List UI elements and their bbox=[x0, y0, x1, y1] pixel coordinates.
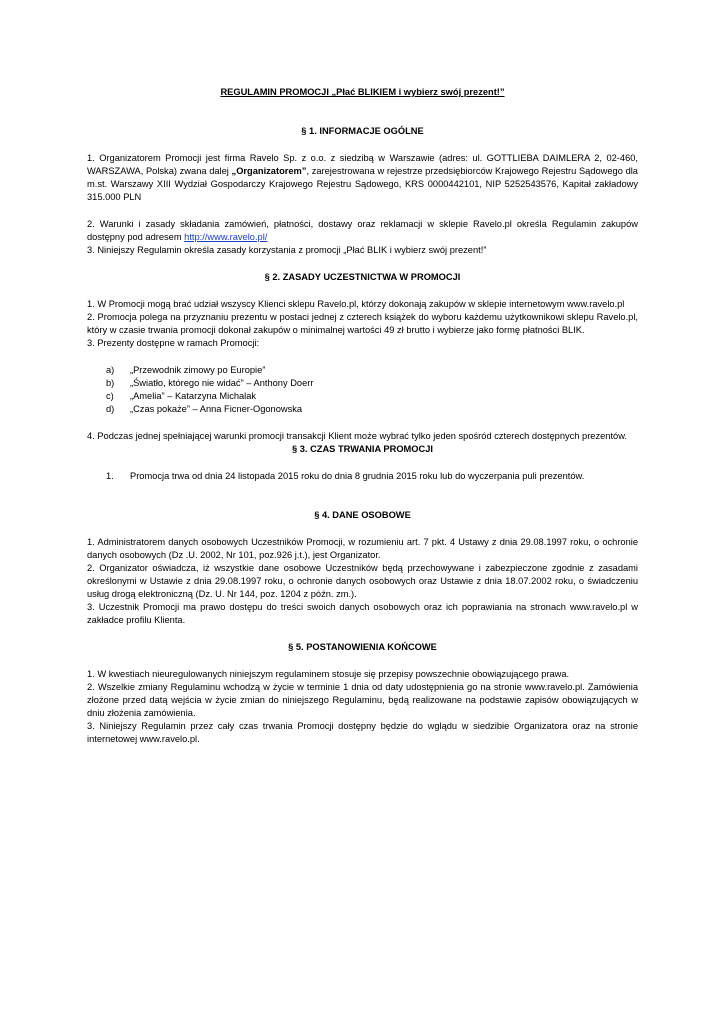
section-5-paragraph-2: 2. Wszelkie zmiany Regulaminu wchodzą w życie w terminie 1 dnia od daty udostępnienia go na stronie www.ravelo.pl. Zamówienia złożone przed datą wejścia w życie zmian do niniejszego Regulaminu, będą realizowane na podstawie zapisów obowiązujących w dniu złożenia zamówienia. bbox=[87, 682, 638, 718]
gift-item-text: „Czas pokaże” – Anna Ficner-Ogonowska bbox=[130, 404, 303, 414]
section-1-paragraph-1 bbox=[87, 152, 638, 204]
section-4-paragraph-1: 1. Administratorem danych osobowych Uczestników Promocji, w rozumieniu art. 7 pkt. 4 Ustawy z dnia 29.08.1997 roku, o ochronie danych osobowych (Dz .U. 2002, Nr 101, poz.926 j.t.), jest Organizator. bbox=[87, 537, 638, 560]
section-3-heading: § 3. CZAS TRWANIA PROMOCJI bbox=[291, 444, 434, 454]
section-4-heading: § 4. DANE OSOBOWE bbox=[314, 510, 411, 520]
section-3-item bbox=[87, 470, 638, 483]
gift-item-text: „Światło, którego nie widać” – Anthony Doerr bbox=[130, 378, 314, 388]
section-1-p1-bold: „Organizatorem” bbox=[231, 166, 307, 176]
section-2-heading: § 2. ZASADY UCZESTNICTWA W PROMOCJI bbox=[264, 272, 461, 282]
gift-list-item bbox=[87, 403, 638, 416]
gift-list-item bbox=[87, 377, 638, 390]
gift-list bbox=[87, 364, 638, 416]
gift-item-mark: d) bbox=[106, 404, 115, 414]
section-4-paragraph-3: 3. Uczestnik Promocji ma prawo dostępu do treści swoich danych osobowych oraz ich poprawiania na stronach www.ravelo.pl w zakładce profilu Klienta. bbox=[87, 602, 638, 625]
section-5-paragraph-1: 1. W kwestiach nieuregulowanych niniejszym regulaminem stosuje się przepisy powszechnie obowiązującego prawa. bbox=[87, 669, 570, 679]
section-3-item-mark: 1. bbox=[106, 471, 114, 481]
gift-list-item bbox=[87, 364, 638, 377]
section-2-paragraph-1: 1. W Promocji mogą brać udział wszyscy Klienci sklepu Ravelo.pl, którzy dokonają zakupów w sklepie internetowym www.ravelo.pl bbox=[87, 299, 625, 309]
section-2-paragraph-3: 3. Prezenty dostępne w ramach Promocji: bbox=[87, 338, 260, 348]
section-1-p2-text: 2. Warunki i zasady składania zamówień, płatności, dostawy oraz reklamacji w sklepie Ravelo.pl określa Regulamin zakupów dostępny pod adresem bbox=[87, 219, 638, 242]
gift-item-mark: a) bbox=[106, 365, 115, 375]
gift-item-mark: c) bbox=[106, 391, 114, 401]
section-4-paragraph-2: 2. Organizator oświadcza, iż wszystkie dane osobowe Uczestników będą przechowywane i zabezpieczone zgodnie z zasadami określonymi w Ustawie z dnia 29.08.1997 roku, o ochronie danych osobowych oraz Ustawie z dnia 18.07.2002 roku, o świadczeniu usług drogą elektroniczną (Dz. U. Nr 144, poz. 1204 z późn. zm.). bbox=[87, 563, 638, 599]
section-1-p1-text-a: 1. Organizatorem Promocji jest firma Ravelo Sp. z o.o. z siedzibą w Warszawie (adres: ul. GOTTLIEBA DAIMLERA 2, 02-460, WARSZAWA, Polska) zwana dalej bbox=[87, 153, 638, 176]
gift-item-text: „Przewodnik zimowy po Europie” bbox=[130, 365, 266, 375]
section-2-paragraph-4: 4. Podczas jednej spełniającej warunki promocji transakcji Klient może wybrać tylko jeden spośród czterech dostępnych prezentów. bbox=[87, 431, 628, 441]
section-1-paragraph-2 bbox=[87, 218, 638, 244]
section-2-paragraph-2: 2. Promocja polega na przyznaniu prezentu w postaci jednej z czterech książek do wyboru każdemu użytkownikowi sklepu Ravelo.pl, który w czasie trwania promocji dokonał zakupów o minimalnej wartości 49 zł brutto i wybierze jako formę płatności BLIK. bbox=[87, 312, 638, 335]
section-1-heading: § 1. INFORMACJE OGÓLNE bbox=[301, 126, 424, 136]
regulamin-link[interactable]: http://www.ravelo.pl/ bbox=[184, 232, 268, 242]
section-3-item-text: Promocja trwa od dnia 24 listopada 2015 roku do dnia 8 grudnia 2015 roku lub do wyczerpania puli prezentów. bbox=[130, 471, 585, 481]
gift-item-text: „Amelia” – Katarzyna Michalak bbox=[130, 391, 257, 401]
gift-list-item bbox=[87, 390, 638, 403]
section-1-p1-text-b: , zarejestrowana w rejestrze przedsiębiorców Krajowego Rejestru Sądowego dla m.st. Warszawy XIII Wydział Gospodarczy Krajowego Rejestru Sądowego, KRS 0000442101, NIP 5252543576, Kapitał zakładowy 315.000 PLN bbox=[87, 166, 638, 202]
document-body bbox=[87, 86, 638, 746]
gift-item-mark: b) bbox=[106, 378, 115, 388]
section-5-heading: § 5. POSTANOWIENIA KOŃCOWE bbox=[288, 642, 437, 652]
section-1-paragraph-3: 3. Niniejszy Regulamin określa zasady korzystania z promocji „Płać BLIK i wybierz swój prezent!” bbox=[87, 245, 487, 255]
section-5-paragraph-3: 3. Niniejszy Regulamin przez cały czas trwania Promocji dostępny będzie do wglądu w siedzibie Organizatora oraz na stronie internetowej www.ravelo.pl. bbox=[87, 721, 638, 744]
document-title: REGULAMIN PROMOCJI „Płać BLIKIEM i wybierz swój prezent!” bbox=[220, 87, 505, 97]
